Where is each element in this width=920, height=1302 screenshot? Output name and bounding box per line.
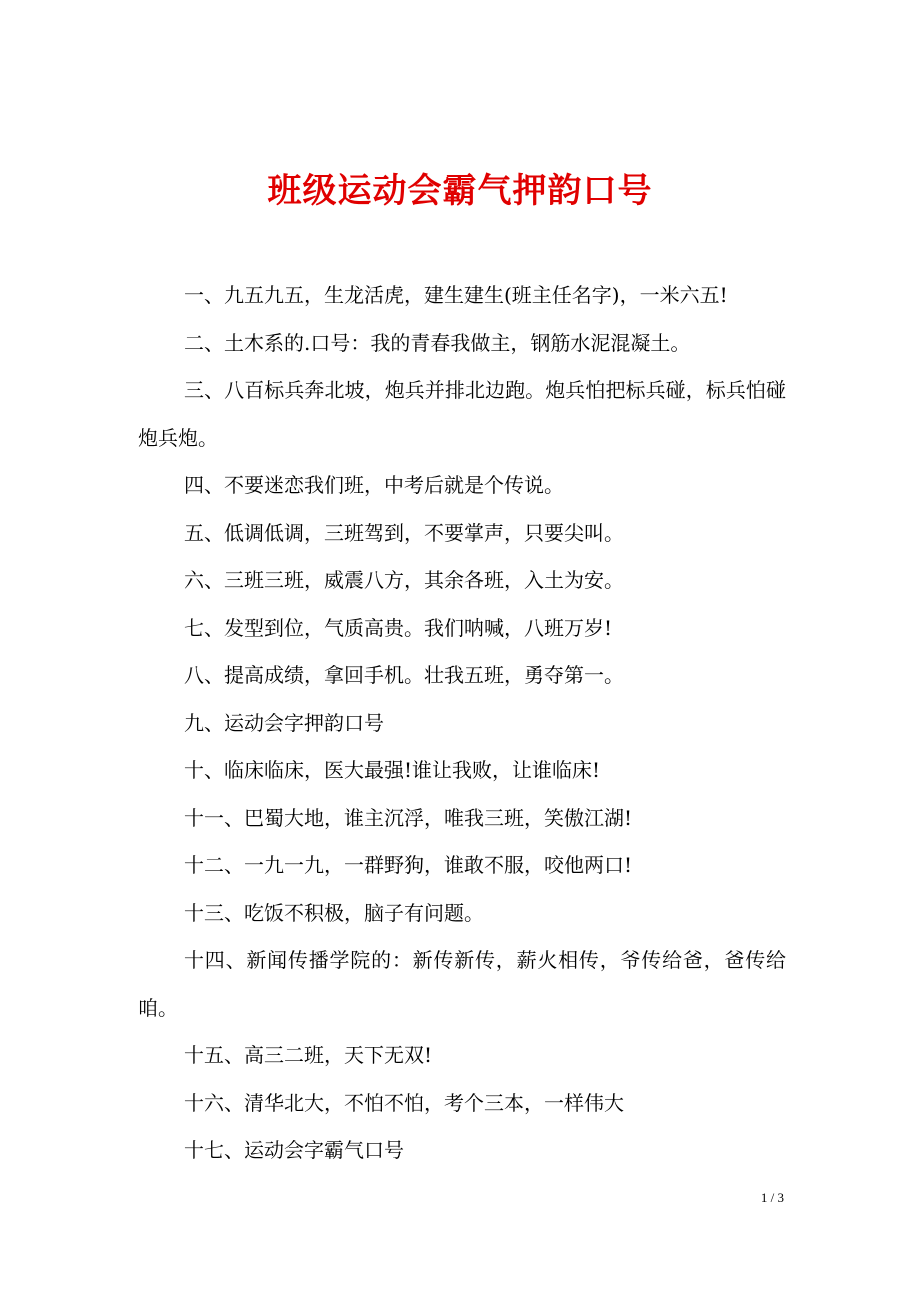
document-body xyxy=(138,272,786,1175)
document-title: 班级运动会霸气押韵口号 xyxy=(267,170,653,211)
paragraph-6: 六、三班三班，威震八方，其余各班，入土为安。 xyxy=(184,568,624,592)
paragraph-17: 十七、运动会字霸气口号 xyxy=(184,1138,404,1162)
paragraph-9: 九、运动会字押韵口号 xyxy=(184,710,384,735)
paragraph-13: 十三、吃饭不积极，脑子有问题。 xyxy=(184,900,484,925)
paragraph-8: 八、提高成绩，拿回手机。壮我五班，勇夺第一。 xyxy=(184,663,624,687)
paragraph-1: 一、九五九五，生龙活虎，建生建生(班主任名字)，一米六五! xyxy=(184,283,728,307)
paragraph-12: 十二、一九一九，一群野狗，谁敢不服，咬他两口! xyxy=(184,853,633,877)
paragraph-7: 七、发型到位，气质高贵。我们呐喊，八班万岁! xyxy=(184,615,613,640)
paragraph-14: 十四、新闻传播学院的：新传新传，薪火相传，爷传给爸，爸传给咱。 xyxy=(138,948,786,1020)
paragraph-10: 十、临床临床，医大最强!谁让我败，让谁临床! xyxy=(184,758,601,782)
paragraph-16: 十六、清华北大，不怕不怕，考个三本，一样伟大 xyxy=(184,1090,624,1115)
page-number: 1 / 3 xyxy=(760,1190,784,1205)
paragraph-3: 三、八百标兵奔北坡，炮兵并排北边跑。炮兵怕把标兵碰，标兵怕碰炮兵炮。 xyxy=(138,378,786,450)
paragraph-11: 十一、巴蜀大地，谁主沉浮，唯我三班，笑傲江湖! xyxy=(184,805,633,830)
paragraph-4: 四、不要迷恋我们班，中考后就是个传说。 xyxy=(184,473,564,497)
paragraph-5: 五、低调低调，三班驾到，不要掌声，只要尖叫。 xyxy=(184,520,624,545)
paragraph-2: 二、土木系的.口号：我的青春我做主，钢筋水泥混凝土。 xyxy=(184,330,691,355)
paragraph-15: 十五、高三二班，天下无双! xyxy=(184,1043,433,1067)
